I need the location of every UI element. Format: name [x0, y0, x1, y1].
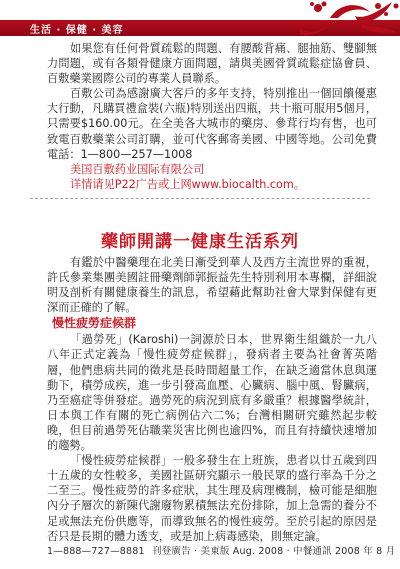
page-header: [0, 0, 400, 37]
page-footer: [47, 543, 399, 557]
intro-paragraph: 百敷公司為感謝廣大客戶的多年支持，特別推出一個回饋優惠大行動，凡購買禮盒裝(六瓶)特別送出四瓶，共十瓶可服用5個月，只需要$160.00元。在全美各大城市的藥房、參茸行均有售，也可致電百敷藥業公司訂購，並可代客郵寄美國、中國等地。公司免費電話：1—800—257—1008: [47, 87, 377, 161]
intro-paragraph: 如果您有任何骨質疏鬆的問題、有腰酸背痛、腿抽筋、雙腳無力問題，或有各類骨健康方面問題，請與美國骨質疏鬆症協會員、百敷藥業國際公司的專業人員聯系。: [47, 42, 377, 86]
header-title: 生活 · 保健 · 美容: [30, 25, 124, 36]
intro-block: [47, 41, 377, 192]
floral-ornament-icon: [300, 0, 400, 40]
section-title: 藥師開講一健康生活系列: [101, 232, 299, 252]
article-intro-paragraph: 有鑑於中醫藥理在北美日漸受到華人及西方主流世界的重視，許氏參業集團美國註冊藥劑師郭振益先生特別利用本專欄，詳細說明及剖析有關健康養生的訊息，希望藉此幫助社會大眾對保健有更深而正確的了解。: [47, 256, 377, 315]
company-ad-link[interactable]: 详情请见P22广告或上网www.biocalth.com。: [70, 177, 305, 191]
company-name: 美国百敷药业国际有限公司: [70, 162, 205, 176]
footer-phone: 1—888—727—8881: [47, 546, 145, 557]
section-divider: [30, 198, 370, 199]
article-block: [47, 255, 377, 544]
article-paragraph: 「慢性疲勞症候群」一般多發生在上班族，患者以廿五歲到四十五歲的女性較多，美國社區研究顯示一般民眾的盛行率為千分之二至三。慢性疲勞的許多症狀，其生理及病理機制，檢可能是細胞內分子層次的新陳代謝廢物累積無法充份排除，加上急需的養分不足或無法充份供應等，而導致無名的慢性疲勞。至於引起的原因是否只是長期的體力透支，或是加上病毒感染，則無定論。: [47, 454, 377, 543]
article-paragraph: 「過勞死」(Karoshi)一詞源於日本，世界衛生組織於一九八八年正式定義為「慢性疲勞症候群」，發病者主要為社會菁英階層，他們患病共同的徵兆是長時間超量工作，在缺乏適當休息與運動下，積勞成疾，進一步引發高血壓、心臟病、腦中風、腎臟病，乃至癌症等併發症。過勞死的病況到底有多嚴重？根據醫學統計，日本與工作有關的死亡病例佔六二%；台灣相關研究雖然起步較晚，但目前過勞死佔職業災害比例也逾四%，而且有持續快速增加的趨勢。: [47, 333, 377, 453]
footer-publication: 刊登廣告 · 美東版 Aug. 2008 · 中餐通訊 2008 年 8 月: [152, 546, 396, 557]
article-subtitle: 慢性疲勞症候群: [52, 316, 137, 331]
